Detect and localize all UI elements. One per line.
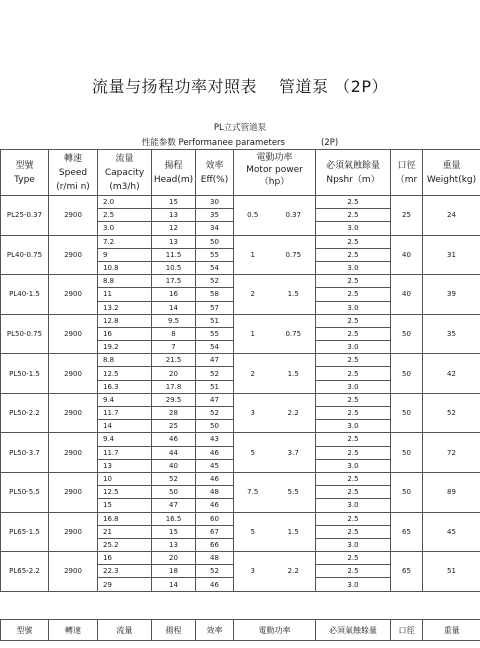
eff-cell: 48: [196, 552, 234, 565]
capacity-cell: 8.8: [98, 275, 152, 288]
eff-cell: 48: [196, 486, 234, 499]
eff-cell: 43: [196, 433, 234, 446]
model-cell: PL50-2.2: [1, 393, 49, 433]
caliber-cell: 50: [391, 472, 423, 512]
power-kw-cell: 0.37: [272, 196, 316, 236]
power-hp-cell: 0.5: [234, 196, 272, 236]
model-cell: PL50-0.75: [1, 314, 49, 354]
npshr-cell: 3.0: [316, 420, 391, 433]
caliber-cell: 50: [391, 354, 423, 394]
capacity-cell: 2.0: [98, 196, 152, 209]
speed-cell: 2900: [49, 472, 98, 512]
capacity-cell: 25.2: [98, 538, 152, 551]
eff-cell: 50: [196, 235, 234, 248]
head-cell: 7: [152, 341, 196, 354]
head-cell: 40: [152, 459, 196, 472]
npshr-cell: 2.5: [316, 486, 391, 499]
model-cell: PL50-5.5: [1, 472, 49, 512]
head-cell: 8: [152, 327, 196, 340]
npshr-cell: 2.5: [316, 565, 391, 578]
npshr-cell: 3.0: [316, 341, 391, 354]
eff-cell: 46: [196, 472, 234, 485]
page-title: [0, 74, 480, 97]
head-cell: 46: [152, 433, 196, 446]
power-hp-cell: 3: [234, 393, 272, 433]
weight-cell: 72: [423, 433, 480, 473]
capacity-cell: 16: [98, 552, 152, 565]
eff-cell: 46: [196, 578, 234, 591]
caliber-cell: 40: [391, 235, 423, 275]
npshr-cell: 2.5: [316, 248, 391, 261]
power-kw-cell: 1.5: [272, 354, 316, 394]
header-model: 型號 Type: [1, 150, 49, 196]
header-weight: 重量 Weight(kg): [423, 150, 480, 196]
npshr-cell: 3.0: [316, 301, 391, 314]
eff-cell: 52: [196, 407, 234, 420]
head-cell: 15: [152, 525, 196, 538]
weight-cell: 42: [423, 354, 480, 394]
npshr-cell: 2.5: [316, 433, 391, 446]
title-main: 流量与扬程功率对照表: [92, 77, 258, 96]
capacity-cell: 12.5: [98, 367, 152, 380]
head-cell: 16: [152, 288, 196, 301]
eff-cell: 34: [196, 222, 234, 235]
capacity-cell: 14: [98, 420, 152, 433]
capacity-cell: 9.4: [98, 433, 152, 446]
npshr-cell: 2.5: [316, 393, 391, 406]
footer-header-row: [0, 619, 480, 641]
header-capacity: 流量 Capacity (m3/h): [98, 150, 152, 196]
capacity-cell: 11.7: [98, 407, 152, 420]
capacity-cell: 8.8: [98, 354, 152, 367]
power-hp-cell: 1: [234, 314, 272, 354]
table-row: [1, 472, 480, 485]
model-cell: PL50-3.7: [1, 433, 49, 473]
eff-cell: 55: [196, 248, 234, 261]
npshr-cell: 2.5: [316, 327, 391, 340]
weight-cell: 51: [423, 552, 480, 592]
npshr-cell: 3.0: [316, 459, 391, 472]
head-cell: 13: [152, 209, 196, 222]
table-row: [1, 552, 480, 565]
subtitle-parameters: 性能参数 Performanee parameters (2P): [141, 138, 339, 148]
eff-cell: 58: [196, 288, 234, 301]
head-cell: 44: [152, 446, 196, 459]
footer-eff: 效率: [196, 620, 234, 641]
weight-cell: 52: [423, 393, 480, 433]
head-cell: 52: [152, 472, 196, 485]
power-kw-cell: 1.5: [272, 275, 316, 315]
head-cell: 15: [152, 196, 196, 209]
speed-cell: 2900: [49, 512, 98, 552]
capacity-cell: 9.4: [98, 393, 152, 406]
capacity-cell: 7.2: [98, 235, 152, 248]
eff-cell: 54: [196, 341, 234, 354]
power-kw-cell: 2.2: [272, 552, 316, 592]
npshr-cell: 2.5: [316, 235, 391, 248]
model-cell: PL65-2.2: [1, 552, 49, 592]
capacity-cell: 3.0: [98, 222, 152, 235]
npshr-cell: 2.5: [316, 446, 391, 459]
head-cell: 50: [152, 486, 196, 499]
weight-cell: 24: [423, 196, 480, 236]
caliber-cell: 25: [391, 196, 423, 236]
npshr-cell: 2.5: [316, 472, 391, 485]
speed-cell: 2900: [49, 314, 98, 354]
header-npshr: 必須氣蝕餘量 Npshr（m）: [316, 150, 391, 196]
eff-cell: 67: [196, 525, 234, 538]
head-cell: 17.8: [152, 380, 196, 393]
capacity-cell: 16.3: [98, 380, 152, 393]
eff-cell: 52: [196, 275, 234, 288]
head-cell: 17.5: [152, 275, 196, 288]
footer-caliber: 口徑: [391, 620, 423, 641]
power-hp-cell: 1: [234, 235, 272, 275]
table-row: [1, 433, 480, 446]
speed-cell: 2900: [49, 354, 98, 394]
eff-cell: 60: [196, 512, 234, 525]
power-kw-cell: 2.2: [272, 393, 316, 433]
power-kw-cell: 5.5: [272, 472, 316, 512]
speed-cell: 2900: [49, 196, 98, 236]
model-cell: PL25-0.37: [1, 196, 49, 236]
head-cell: 11.5: [152, 248, 196, 261]
subtitle-product: PL立式管道泵: [213, 123, 267, 133]
head-cell: 13: [152, 538, 196, 551]
npshr-cell: 2.5: [316, 367, 391, 380]
power-hp-cell: 7.5: [234, 472, 272, 512]
header-speed: 轉速 Speed (r/mi n): [49, 150, 98, 196]
weight-cell: 31: [423, 235, 480, 275]
eff-cell: 51: [196, 380, 234, 393]
speed-cell: 2900: [49, 552, 98, 592]
head-cell: 28: [152, 407, 196, 420]
head-cell: 14: [152, 578, 196, 591]
eff-cell: 45: [196, 459, 234, 472]
npshr-cell: 3.0: [316, 380, 391, 393]
npshr-cell: 3.0: [316, 222, 391, 235]
capacity-cell: 16: [98, 327, 152, 340]
power-hp-cell: 5: [234, 433, 272, 473]
eff-cell: 30: [196, 196, 234, 209]
capacity-cell: 22.3: [98, 565, 152, 578]
capacity-cell: 13: [98, 459, 152, 472]
footer-power: 電動功率: [234, 620, 316, 641]
header-power: 電動功率 Motor power （hp）: [234, 150, 316, 196]
capacity-cell: 19.2: [98, 341, 152, 354]
npshr-cell: 3.0: [316, 261, 391, 274]
header-row: [1, 150, 480, 196]
head-cell: 12: [152, 222, 196, 235]
capacity-cell: 2.5: [98, 209, 152, 222]
table-row: [1, 512, 480, 525]
npshr-cell: 2.5: [316, 512, 391, 525]
head-cell: 25: [152, 420, 196, 433]
table-row: [1, 196, 480, 209]
npshr-cell: 2.5: [316, 196, 391, 209]
power-kw-cell: 3.7: [272, 433, 316, 473]
eff-cell: 55: [196, 327, 234, 340]
head-cell: 29.5: [152, 393, 196, 406]
head-cell: 13: [152, 235, 196, 248]
eff-cell: 54: [196, 261, 234, 274]
table-row: [1, 314, 480, 327]
power-kw-cell: 0.75: [272, 314, 316, 354]
speed-cell: 2900: [49, 393, 98, 433]
footer-weight: 重量: [423, 620, 480, 641]
table-row: [1, 354, 480, 367]
head-cell: 16.5: [152, 512, 196, 525]
weight-cell: 39: [423, 275, 480, 315]
eff-cell: 46: [196, 499, 234, 512]
footer-speed: 轉速: [49, 620, 98, 641]
caliber-cell: 40: [391, 275, 423, 315]
head-cell: 47: [152, 499, 196, 512]
capacity-cell: 11.7: [98, 446, 152, 459]
speed-cell: 2900: [49, 433, 98, 473]
title-sub: 管道泵 （2P）: [279, 77, 388, 96]
footer-model: 型號: [1, 620, 49, 641]
speed-cell: 2900: [49, 275, 98, 315]
npshr-cell: 2.5: [316, 275, 391, 288]
npshr-cell: 2.5: [316, 552, 391, 565]
weight-cell: 35: [423, 314, 480, 354]
caliber-cell: 50: [391, 314, 423, 354]
capacity-cell: 16.8: [98, 512, 152, 525]
npshr-cell: 2.5: [316, 407, 391, 420]
head-cell: 21.5: [152, 354, 196, 367]
npshr-cell: 2.5: [316, 288, 391, 301]
eff-cell: 35: [196, 209, 234, 222]
capacity-cell: 12.8: [98, 314, 152, 327]
npshr-cell: 3.0: [316, 499, 391, 512]
capacity-cell: 10.8: [98, 261, 152, 274]
model-cell: PL40-1.5: [1, 275, 49, 315]
eff-cell: 47: [196, 354, 234, 367]
head-cell: 20: [152, 552, 196, 565]
npshr-cell: 2.5: [316, 354, 391, 367]
head-cell: 20: [152, 367, 196, 380]
eff-cell: 46: [196, 446, 234, 459]
table-row: [1, 393, 480, 406]
capacity-cell: 12.5: [98, 486, 152, 499]
table-row: [1, 275, 480, 288]
header-eff: 效率 Eff(%): [196, 150, 234, 196]
capacity-cell: 15: [98, 499, 152, 512]
npshr-cell: 3.0: [316, 578, 391, 591]
weight-cell: 89: [423, 472, 480, 512]
eff-cell: 51: [196, 314, 234, 327]
npshr-cell: 2.5: [316, 314, 391, 327]
eff-cell: 50: [196, 420, 234, 433]
eff-cell: 47: [196, 393, 234, 406]
eff-cell: 52: [196, 367, 234, 380]
speed-cell: 2900: [49, 235, 98, 275]
table-row: [1, 235, 480, 248]
model-cell: PL50-1.5: [1, 354, 49, 394]
caliber-cell: 65: [391, 512, 423, 552]
power-hp-cell: 3: [234, 552, 272, 592]
header-caliber: 口徑 （mr: [391, 150, 423, 196]
weight-cell: 45: [423, 512, 480, 552]
head-cell: 10.5: [152, 261, 196, 274]
head-cell: 9.5: [152, 314, 196, 327]
caliber-cell: 50: [391, 393, 423, 433]
caliber-cell: 50: [391, 433, 423, 473]
footer-capacity: 流量: [98, 620, 152, 641]
power-kw-cell: 0.75: [272, 235, 316, 275]
power-kw-cell: 1.5: [272, 512, 316, 552]
model-cell: PL40-0.75: [1, 235, 49, 275]
eff-cell: 66: [196, 538, 234, 551]
head-cell: 14: [152, 301, 196, 314]
power-hp-cell: 2: [234, 275, 272, 315]
footer-npshr: 必須氣蝕餘量: [316, 620, 391, 641]
model-cell: PL65-1.5: [1, 512, 49, 552]
npshr-cell: 2.5: [316, 525, 391, 538]
capacity-cell: 11: [98, 288, 152, 301]
head-cell: 18: [152, 565, 196, 578]
capacity-cell: 21: [98, 525, 152, 538]
capacity-cell: 10: [98, 472, 152, 485]
capacity-cell: 29: [98, 578, 152, 591]
eff-cell: 57: [196, 301, 234, 314]
table-body: [1, 150, 480, 592]
power-hp-cell: 2: [234, 354, 272, 394]
eff-cell: 52: [196, 565, 234, 578]
caliber-cell: 65: [391, 552, 423, 592]
header-head: 揚程 Head(m): [152, 150, 196, 196]
capacity-cell: 13.2: [98, 301, 152, 314]
capacity-cell: 9: [98, 248, 152, 261]
footer-head: 揚程: [152, 620, 196, 641]
npshr-cell: 3.0: [316, 538, 391, 551]
npshr-cell: 2.5: [316, 209, 391, 222]
power-hp-cell: 5: [234, 512, 272, 552]
performance-table: [0, 149, 480, 592]
